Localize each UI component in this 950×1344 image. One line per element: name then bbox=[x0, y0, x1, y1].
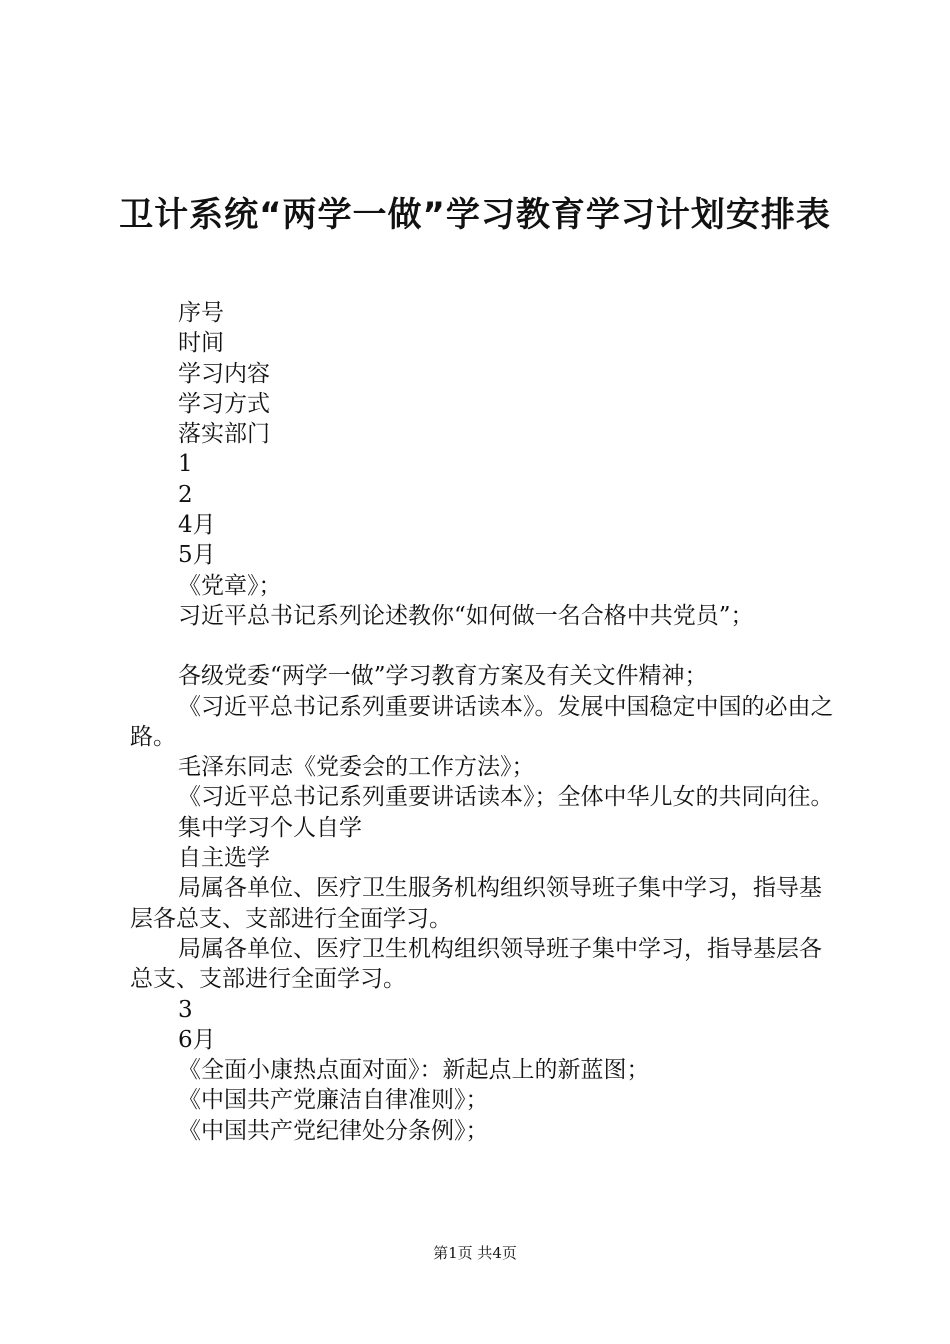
paragraph: 局属各单位、医疗卫生机构组织领导班子集中学习，指导基层各总支、支部进行全面学习。 bbox=[130, 935, 822, 993]
paragraph: 序号 bbox=[178, 300, 224, 326]
paragraph: 毛泽东同志《党委会的工作方法》； bbox=[178, 754, 535, 781]
paragraph: 学习内容 bbox=[178, 360, 270, 387]
paragraph: 《中国共产党纪律处分条例》； bbox=[178, 1117, 489, 1144]
paragraph: 时间 bbox=[178, 330, 224, 357]
paragraph: 局属各单位、医疗卫生服务机构组织领导班子集中学习，指导基层各总支、支部进行全面学习。 bbox=[130, 875, 822, 932]
paragraph: 《习近平总书记系列重要讲话读本》。发展中国稳定中国的必由之路。 bbox=[130, 693, 834, 750]
paragraph: 4月 bbox=[178, 512, 216, 539]
paragraph: 《中国共产党廉洁自律准则》； bbox=[178, 1087, 489, 1114]
blank-line bbox=[130, 631, 835, 661]
document-body bbox=[130, 298, 835, 1146]
paragraph: 各级党委“两学一做”学习教育方案及有关文件精神； bbox=[178, 663, 708, 690]
page-footer: 第1页 共4页 bbox=[433, 1244, 517, 1262]
paragraph: 《全面小康热点面对面》：新起点上的新蓝图； bbox=[178, 1057, 650, 1084]
paragraph: 3 bbox=[178, 996, 193, 1023]
paragraph: 集中学习个人自学 bbox=[178, 814, 362, 841]
paragraph: 《党章》； bbox=[178, 572, 282, 599]
paragraph: 6月 bbox=[178, 1026, 216, 1053]
paragraph: 《习近平总书记系列重要讲话读本》；全体中华儿女的共同向往。 bbox=[178, 784, 834, 811]
paragraph: 自主选学 bbox=[178, 845, 270, 872]
paragraph: 习近平总书记系列论述教你“如何做一名合格中共党员”； bbox=[178, 602, 754, 629]
paragraph: 落实部门 bbox=[178, 421, 270, 448]
paragraph: 1 bbox=[178, 451, 193, 478]
paragraph: 2 bbox=[178, 481, 193, 508]
paragraph: 学习方式 bbox=[178, 390, 270, 417]
document-title: 卫计系统“两学一做”学习教育学习计划安排表 bbox=[119, 195, 831, 235]
paragraph: 5月 bbox=[178, 542, 216, 569]
